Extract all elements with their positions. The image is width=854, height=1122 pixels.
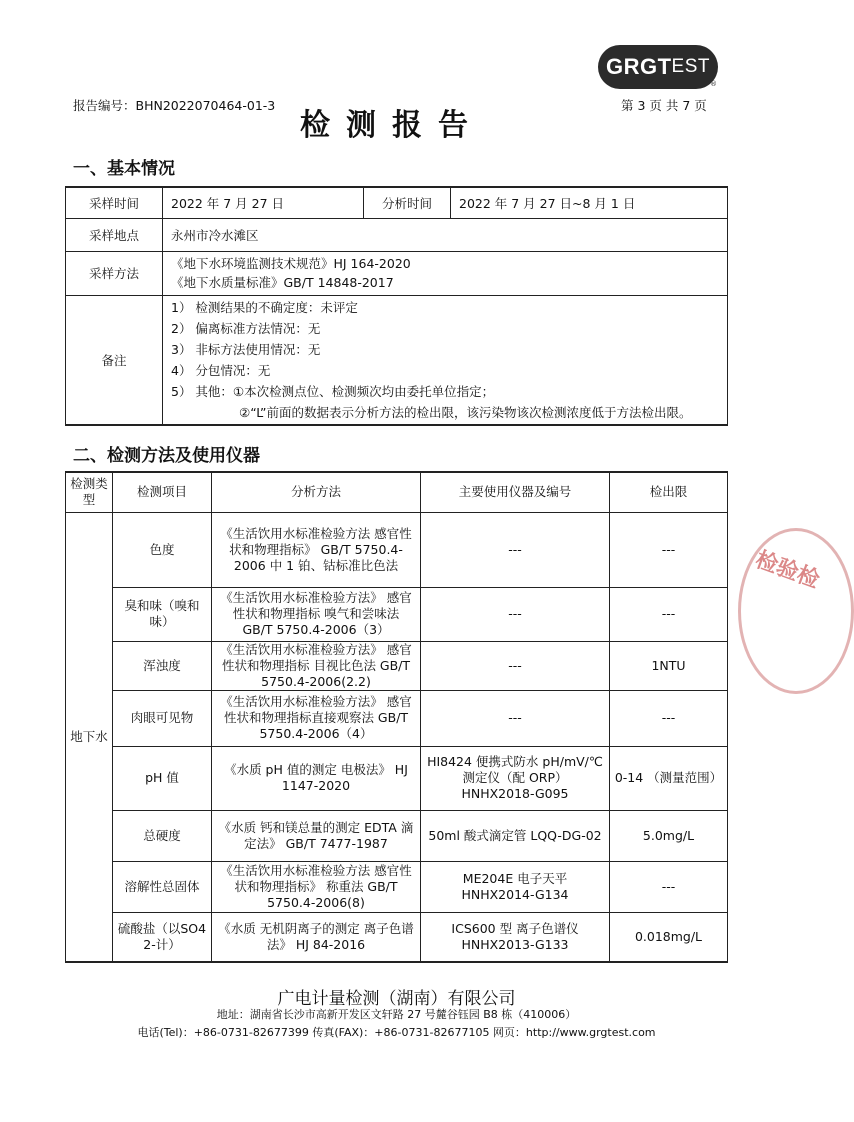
grgtest-logo (598, 45, 718, 89)
method-cell: 《生活饮用水标准检验方法 感官性状和物理指标》 称重法 GB/T 5750.4-2006(8) (212, 861, 421, 912)
remark-line: 1） 检测结果的不确定度：未评定 (171, 299, 358, 315)
section1-heading: 一、基本情况 (73, 159, 175, 179)
method-cell: 《生活饮用水标准检验方法 感官性状和物理指标》 GB/T 5750.4-2006 中 1 铂、钴标准比色法 (212, 512, 421, 587)
sample-method-line: 《地下水质量标准》GB/T 14848-2017 (171, 275, 394, 290)
remark-line: 5） 其他：①本次检测点位、检测频次均由委托单位指定； (171, 383, 495, 399)
page-info: 第 3 页 共 7 页 (621, 98, 707, 113)
footer-address: 地址：湖南省长沙市高新开发区文轩路 27 号麓谷钰园 B8 栋（410006） (216, 1008, 577, 1021)
sample-time-label: 采样时间 (66, 187, 163, 218)
item-cell: 溶解性总固体 (113, 861, 212, 912)
footer-company: 广电计量检测（湖南）有限公司 (277, 989, 516, 1009)
limit-cell: 0.018mg/L (610, 912, 728, 962)
seal-stamp (738, 528, 854, 694)
method-cell: 《生活饮用水标准检验方法》 感官性状和物理指标直接观察法 GB/T 5750.4-2006（4） (212, 690, 421, 746)
instrument-cell: ME204E 电子天平 HNHX2014-G134 (421, 861, 610, 912)
instrument-cell: ICS600 型 离子色谱仪 HNHX2013-G133 (421, 912, 610, 962)
header-method: 分析方法 (212, 472, 421, 512)
method-table (65, 471, 728, 963)
analysis-time-value: 2022 年 7 月 27 日~8 月 1 日 (451, 187, 728, 218)
sample-place-label: 采样地点 (66, 218, 163, 251)
instrument-cell: --- (421, 641, 610, 690)
item-cell: 肉眼可见物 (113, 690, 212, 746)
category-cell: 地下水 (66, 512, 113, 962)
sample-place-value: 永州市冷水滩区 (163, 218, 728, 251)
sample-time-value: 2022 年 7 月 27 日 (163, 187, 364, 218)
stamp-text: 检验检 (752, 547, 823, 594)
method-cell: 《水质 无机阴离子的测定 离子色谱法》 HJ 84-2016 (212, 912, 421, 962)
item-cell: pH 值 (113, 746, 212, 810)
footer-contact: 电话(Tel)：+86-0731-82677399 传真(FAX)：+86-0731-82677105 网页：http://www.grgtest.com (137, 1026, 656, 1039)
logo-suffix: EST (671, 56, 710, 77)
remark-line: 4） 分包情况：无 (171, 362, 271, 378)
limit-cell: --- (610, 861, 728, 912)
instrument-cell: --- (421, 587, 610, 641)
header-instrument: 主要使用仪器及编号 (421, 472, 610, 512)
limit-cell: --- (610, 512, 728, 587)
method-cell: 《水质 钙和镁总量的测定 EDTA 滴定法》 GB/T 7477-1987 (212, 810, 421, 861)
item-cell: 臭和味（嗅和味） (113, 587, 212, 641)
limit-cell: --- (610, 690, 728, 746)
header-limit: 检出限 (610, 472, 728, 512)
limit-cell: --- (610, 587, 728, 641)
remark-line: ②“L”前面的数据表示分析方法的检出限，该污染物该次检测浓度低于方法检出限。 (239, 404, 692, 420)
header-item: 检测项目 (113, 472, 212, 512)
limit-cell: 0-14 （测量范围） (610, 746, 728, 810)
sample-method-label: 采样方法 (66, 251, 163, 295)
method-cell: 《生活饮用水标准检验方法》 感官性状和物理指标 目视比色法 GB/T 5750.4-2006(2.2) (212, 641, 421, 690)
section2-heading: 二、检测方法及使用仪器 (73, 446, 260, 466)
remarks-label: 备注 (66, 295, 163, 425)
sample-method-line: 《地下水环境监测技术规范》HJ 164-2020 (171, 256, 411, 271)
method-cell: 《生活饮用水标准检验方法》 感官性状和物理指标 嗅气和尝味法 GB/T 5750.4-2006（3） (212, 587, 421, 641)
instrument-cell: 50ml 酸式滴定管 LQQ-DG-02 (421, 810, 610, 861)
basic-info-table (65, 186, 728, 426)
instrument-cell: --- (421, 690, 610, 746)
instrument-cell: --- (421, 512, 610, 587)
registered-mark: ® (710, 80, 717, 88)
limit-cell: 5.0mg/L (610, 810, 728, 861)
item-cell: 色度 (113, 512, 212, 587)
limit-cell: 1NTU (610, 641, 728, 690)
method-cell: 《水质 pH 值的测定 电极法》 HJ 1147-2020 (212, 746, 421, 810)
header-category: 检测类型 (66, 472, 113, 512)
item-cell: 硫酸盐（以SO4 2-计） (113, 912, 212, 962)
report-title: 检测报告 (300, 108, 484, 143)
item-cell: 浑浊度 (113, 641, 212, 690)
logo-text: GRGT (605, 54, 672, 79)
analysis-time-label: 分析时间 (364, 187, 451, 218)
remark-line: 3） 非标方法使用情况：无 (171, 341, 321, 357)
remark-line: 2） 偏离标准方法情况：无 (171, 320, 321, 336)
item-cell: 总硬度 (113, 810, 212, 861)
report-number: 报告编号：BHN2022070464-01-3 (73, 98, 276, 113)
instrument-cell: HI8424 便携式防水 pH/mV/℃测定仪（配 ORP） HNHX2018-G095 (421, 746, 610, 810)
